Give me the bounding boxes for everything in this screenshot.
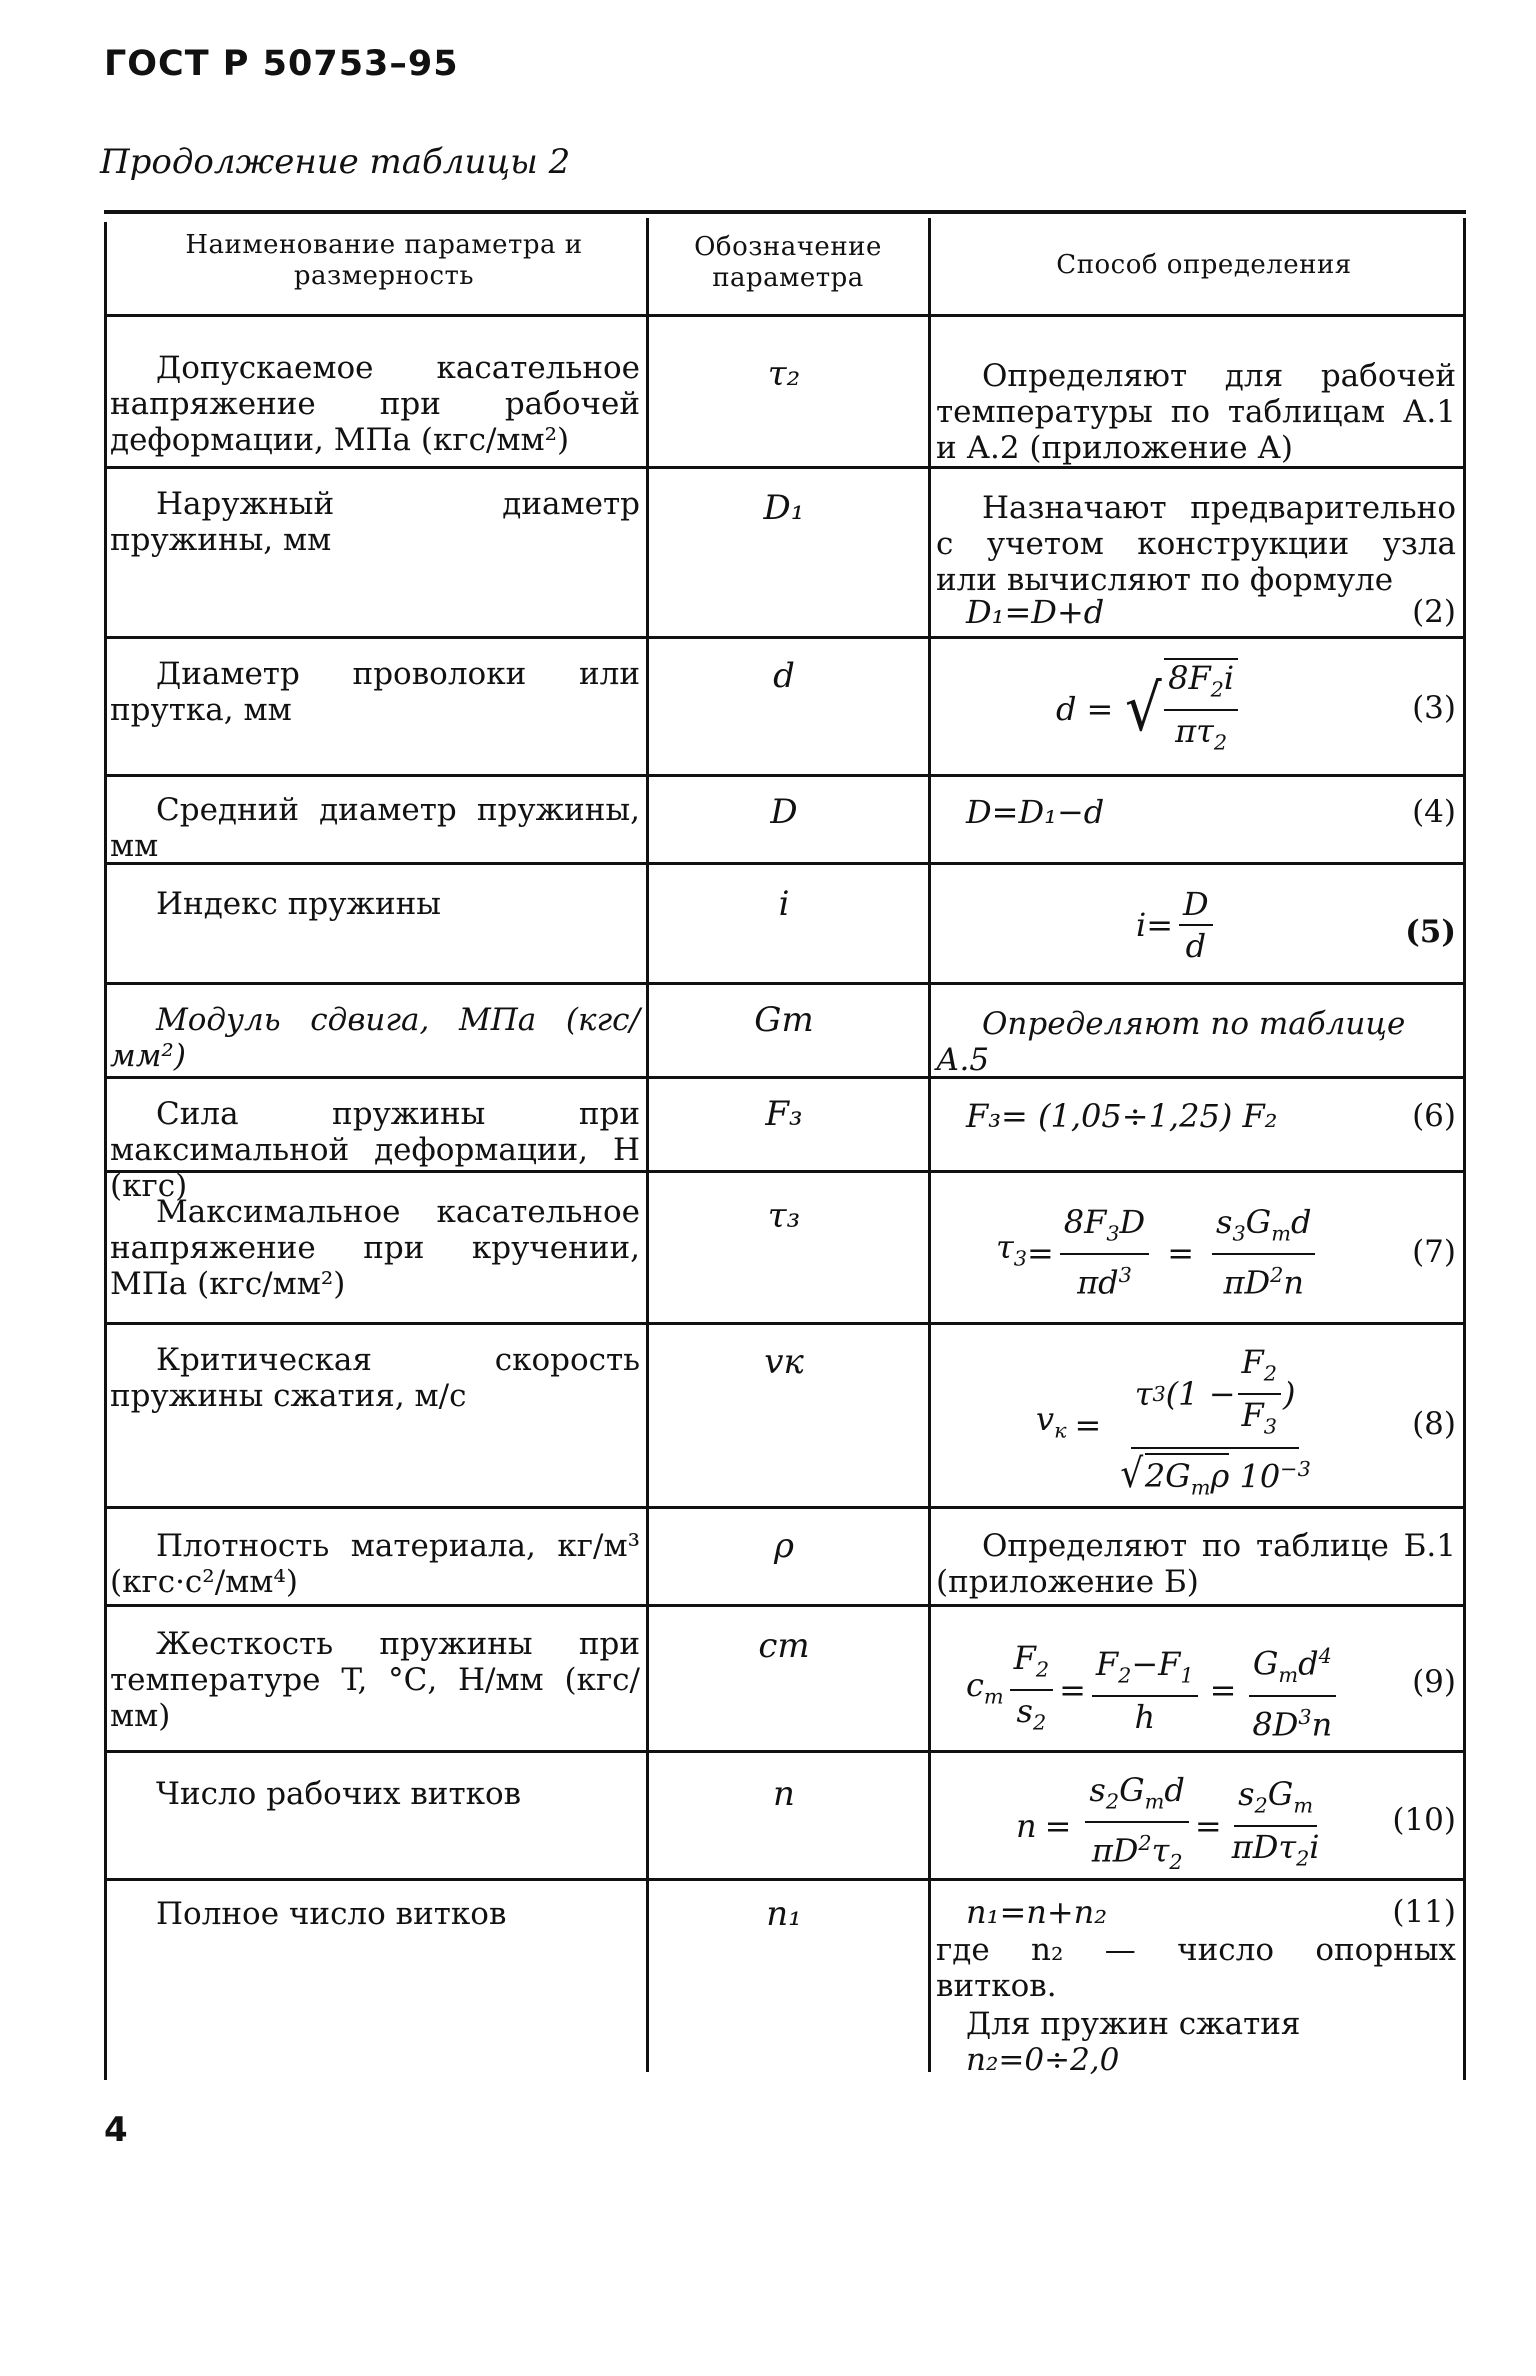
page-number: 4 <box>104 2110 128 2150</box>
equation-number: (3) <box>1412 690 1456 726</box>
note-support-coils-range: n₂=0÷2,0 <box>966 2042 1120 2078</box>
formula-2 <box>936 594 1456 634</box>
parameters-table <box>104 210 1466 2080</box>
formula-3: d = √ $\frac{8F_2i}{\pi\tau_2}$ (3) <box>1056 659 1456 755</box>
formula-5: i = $\frac{D}{d}$ (5) <box>1136 885 1456 965</box>
table-row-symbol: n <box>773 1774 795 1814</box>
table-row-name: Модуль сдвига, МПа (кгс/мм²) <box>110 1002 640 1074</box>
table-row-name: Сила пружины при максимальной деформации, Н (кгс) <box>110 1096 640 1204</box>
formula-expression: D₁=D+d <box>966 593 1105 631</box>
table-row-name: Средний диаметр пружины, мм <box>110 792 640 864</box>
table-row-symbol: D <box>770 792 798 832</box>
formula-expression: D=D₁−d <box>966 793 1105 831</box>
table-row-method: Определяют для рабочей температуры по таблицам А.1 и А.2 (приложение А) <box>936 358 1456 466</box>
equation-number: (4) <box>1412 794 1456 830</box>
row-divider <box>104 1750 1466 1753</box>
equation-number: (2) <box>1412 594 1456 630</box>
row-divider <box>104 1604 1466 1607</box>
table-row-name: Максимальное касательное напряжение при кручении, МПа (кгс/мм²) <box>110 1194 640 1302</box>
table-row-name: Плотность материала, кг/м³ (кгс·с²/мм⁴) <box>110 1528 640 1600</box>
equation-number: (5) <box>1405 914 1456 950</box>
formula-10: n = $\frac{s_2G_тd}{\pi D^2\tau_2}$ = $\frac{s_2G_т}{\pi D\tau_2i}$ (10) <box>1016 1771 1456 1875</box>
document-header: ГОСТ Р 50753–95 <box>104 44 459 84</box>
column-header-method: Способ определения <box>1056 250 1352 280</box>
column-header-symbol: Обозначение параметра <box>694 232 882 293</box>
equation-number: (8) <box>1412 1406 1456 1442</box>
table-row-symbol: τ₂ <box>767 354 801 394</box>
table-row-symbol: i <box>778 884 790 924</box>
table-row-method: Определяют по таблице А.5 <box>936 1006 1406 1078</box>
table-row-symbol: cт <box>758 1626 810 1666</box>
formula-11 <box>936 1894 1456 1934</box>
formula-6 <box>936 1098 1456 1142</box>
table-row-symbol: Gт <box>754 1000 814 1040</box>
table-row-symbol: F₃ <box>765 1094 803 1134</box>
table-row-symbol: ρ <box>774 1526 794 1566</box>
table-row-method: Определяют по таблице Б.1 (приложение Б) <box>936 1528 1456 1600</box>
equation-number: (7) <box>1412 1234 1456 1270</box>
formula-9: $c_т$ $\frac{F_2}{s_2}$ = $\frac{F_2-F_1}{h}$ = $\frac{G_тd^4}{8D^3n}$ (9) <box>966 1638 1456 1744</box>
table-row-symbol: τ₃ <box>767 1196 801 1236</box>
table-row-name: Критическая скорость пружины сжатия, м/с <box>110 1342 640 1414</box>
table-row-name: Полное число витков <box>156 1896 507 1932</box>
table-row-name: Диаметр проволоки или прутка, мм <box>110 656 640 728</box>
note-compression-springs: Для пружин сжатия <box>966 2006 1301 2042</box>
table-subtitle: Продолжение таблицы 2 <box>100 142 571 182</box>
table-row-symbol: n₁ <box>766 1894 802 1934</box>
equation-number: (6) <box>1412 1098 1456 1134</box>
row-divider <box>104 1322 1466 1325</box>
table-row-method: Назначают предварительно с учетом конструкции узла или вычисляют по формуле <box>936 490 1456 598</box>
table-row-name: Индекс пружины <box>156 886 441 922</box>
equation-number: (11) <box>1392 1894 1456 1930</box>
table-row-symbol: D₁ <box>763 488 805 528</box>
column-divider-2 <box>928 218 931 2072</box>
formula-8: $v_к$ = τ 3 (1 − $\frac{F_2}{F_3}$ ) $√2G_т\rho$ $10^{-3}$ (8) <box>1036 1343 1456 1500</box>
row-divider <box>104 466 1466 469</box>
formula-7: $\tau_3$ = $\frac{8F_3D}{\pi d^3}$ = $\frac{s_3G_тd}{\pi D^2n}$ (7) <box>996 1203 1456 1303</box>
equation-number: (10) <box>1392 1802 1456 1838</box>
row-divider <box>104 1506 1466 1509</box>
table-border-left <box>104 222 107 2080</box>
table-row-name: Жесткость пружины при температуре T, °С, Н/мм (кгс/мм) <box>110 1626 640 1734</box>
equation-number: (9) <box>1412 1664 1456 1700</box>
table-border-right <box>1463 218 1466 2080</box>
row-divider <box>104 774 1466 777</box>
formula-expression: F₃= (1,05÷1,25) F₂ <box>966 1097 1278 1135</box>
table-row-symbol: d <box>773 656 795 696</box>
header-bottom-line <box>104 314 1466 317</box>
column-header-name: Наименование параметра и размерность <box>185 230 583 291</box>
table-row-name: Число рабочих витков <box>156 1776 522 1812</box>
table-row-method: где n₂ — число опорных витков. <box>936 1932 1456 2004</box>
formula-4 <box>936 794 1456 838</box>
table-top-border <box>104 210 1466 214</box>
table-row-name: Наружный диаметр пружины, мм <box>110 486 640 558</box>
column-divider-1 <box>646 218 649 2072</box>
formula-expression: n₁=n+n₂ <box>966 1893 1108 1931</box>
table-row-symbol: vк <box>764 1342 804 1382</box>
row-divider <box>104 636 1466 639</box>
table-row-name: Допускаемое касательное напряжение при рабочей деформации, МПа (кгс/мм²) <box>110 350 640 458</box>
row-divider <box>104 982 1466 985</box>
